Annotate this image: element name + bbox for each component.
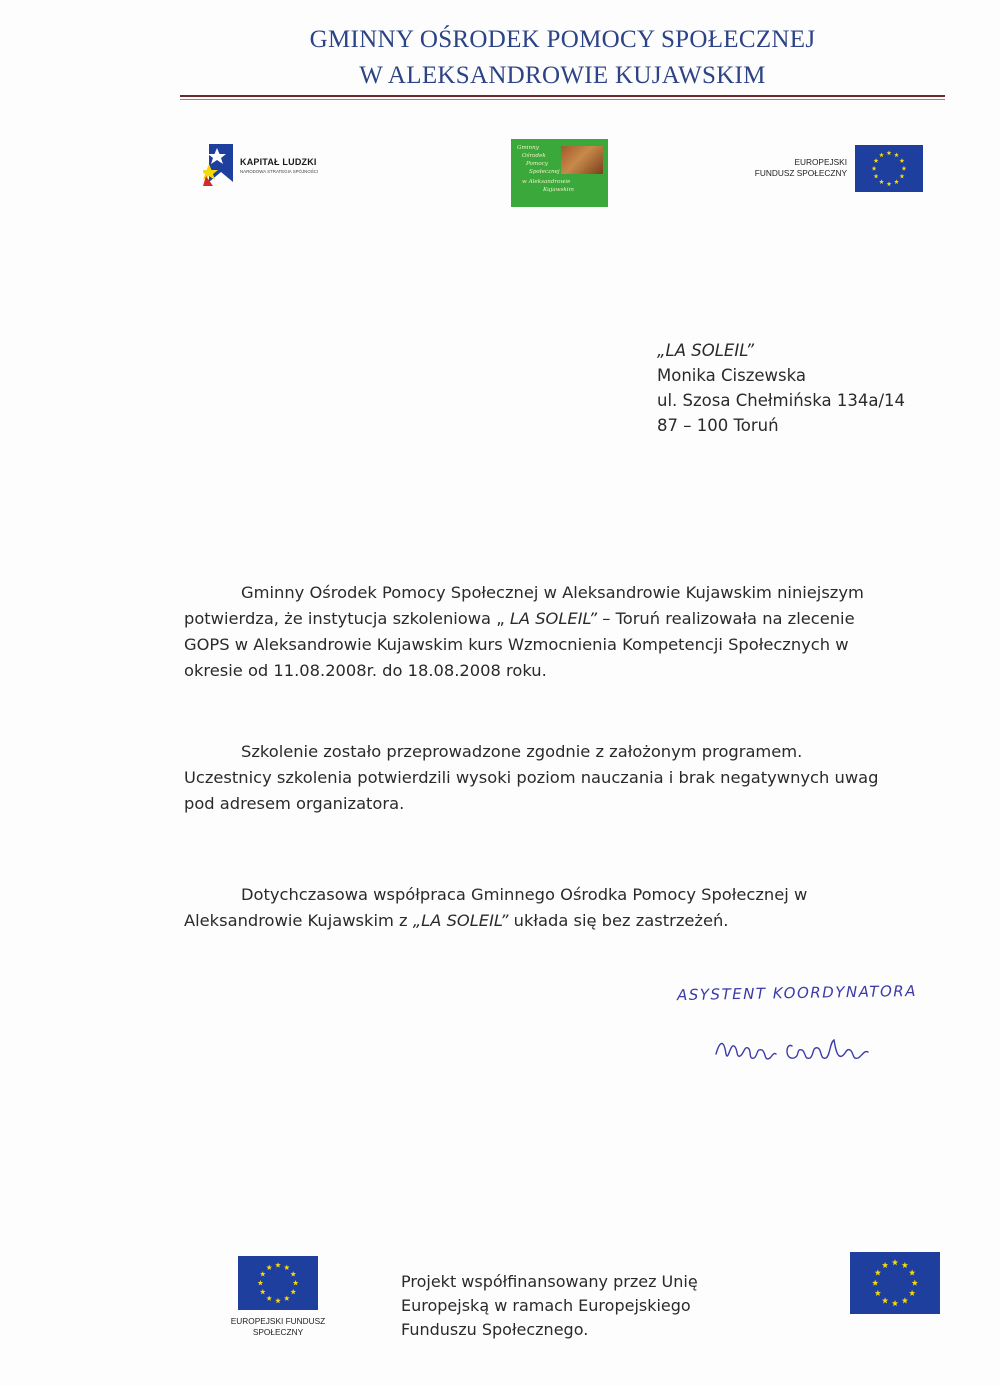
eu-star-icon bbox=[260, 1289, 266, 1294]
paragraph-line: Gminny Ośrodek Pomocy Społecznej w Aleksandrowie Kujawskim niniejszym bbox=[241, 583, 864, 602]
eu-star-icon bbox=[284, 1295, 290, 1300]
eu-flag-stars bbox=[855, 145, 923, 192]
eu-flag-icon bbox=[855, 145, 923, 192]
eu-star-icon bbox=[875, 1290, 881, 1296]
company-name: LA SOLEIL” bbox=[509, 609, 598, 628]
handwritten-signature bbox=[714, 1032, 874, 1068]
header-rule bbox=[180, 95, 945, 97]
eu-star-icon bbox=[882, 1297, 888, 1303]
eu-star-icon bbox=[894, 152, 899, 157]
efs-label-bottom bbox=[218, 1316, 338, 1338]
footer-line: Europejską w ramach Europejskiego bbox=[401, 1296, 691, 1315]
kapital-ludzki-subtitle: NARODOWA STRATEGIA SPÓJNOŚCI bbox=[240, 169, 319, 174]
paragraph-line bbox=[184, 606, 942, 632]
eu-star-icon bbox=[284, 1265, 290, 1270]
kapital-ludzki-logo bbox=[203, 142, 343, 187]
eu-star-icon bbox=[882, 1262, 888, 1268]
eu-star-icon bbox=[875, 1269, 881, 1275]
recipient-company: „LA SOLEIL” bbox=[657, 341, 754, 360]
paragraph-line: GOPS w Aleksandrowie Kujawskim kurs Wzmocnienia Kompetencji Społecznych w bbox=[184, 635, 849, 654]
eu-star-icon bbox=[258, 1280, 264, 1285]
gops-logo-line: Ośrodek bbox=[522, 153, 546, 159]
paragraph-line: okresie od 11.08.2008r. do 18.08.2008 roku. bbox=[184, 661, 547, 680]
eu-star-icon bbox=[909, 1290, 915, 1296]
gops-logo bbox=[511, 139, 608, 207]
page-title-line-2: W ALEKSANDROWIE KUJAWSKIM bbox=[359, 62, 766, 89]
footer-line: Projekt współfinansowany przez Unię bbox=[401, 1272, 698, 1291]
eu-star-icon bbox=[900, 158, 905, 163]
eu-star-icon bbox=[892, 1300, 898, 1306]
recipient-address bbox=[657, 338, 905, 438]
text-run: potwierdza, że instytucja szkoleniowa „ bbox=[184, 609, 510, 628]
gops-logo-line: Kujawskim bbox=[543, 187, 574, 193]
eu-star-icon bbox=[887, 150, 892, 155]
efs-label-line: FUNDUSZ SPOŁECZNY bbox=[754, 168, 847, 178]
eu-star-icon bbox=[892, 1259, 898, 1265]
eu-star-icon bbox=[887, 181, 892, 186]
eu-star-icon bbox=[879, 179, 884, 184]
signature-title: ASYSTENT KOORDYNATORA bbox=[676, 981, 918, 1005]
eu-star-icon bbox=[290, 1289, 296, 1294]
eu-star-icon bbox=[290, 1271, 296, 1276]
paragraph-line bbox=[184, 908, 942, 934]
recipient-city: 87 – 100 Toruń bbox=[657, 416, 779, 435]
text-run: – Toruń realizowała na zlecenie bbox=[597, 609, 855, 628]
company-name: „LA SOLEIL” bbox=[412, 911, 509, 930]
eu-flag-icon bbox=[850, 1252, 940, 1314]
eu-star-icon bbox=[894, 179, 899, 184]
eu-star-icon bbox=[293, 1280, 299, 1285]
gops-logo-line: Gminny bbox=[517, 145, 539, 151]
kapital-ludzki-name: KAPITAŁ LUDZKI bbox=[240, 157, 317, 167]
eu-star-icon bbox=[912, 1280, 918, 1286]
eu-star-icon bbox=[266, 1295, 272, 1300]
eu-star-icon bbox=[874, 174, 879, 179]
gops-logo-line: Społecznej bbox=[529, 169, 560, 175]
paragraph-line: pod adresem organizatora. bbox=[184, 794, 405, 813]
paragraph-line: Uczestnicy szkolenia potwierdzili wysoki poziom nauczania i brak negatywnych uwag bbox=[184, 768, 879, 787]
text-run: układa się bez zastrzeżeń. bbox=[508, 911, 729, 930]
efs-label-line: EUROPEJSKI FUNDUSZ bbox=[230, 1316, 326, 1326]
eu-star-icon bbox=[266, 1265, 272, 1270]
header-rule-thin bbox=[180, 99, 945, 100]
gops-logo-text bbox=[517, 144, 574, 194]
body-paragraph-2 bbox=[184, 739, 942, 817]
text-run: Aleksandrowie Kujawskim z bbox=[184, 911, 413, 930]
eu-star-icon bbox=[902, 1262, 908, 1268]
eu-star-icon bbox=[902, 166, 907, 171]
paragraph-line: Dotychczasowa współpraca Gminnego Ośrodka Pomocy Społecznej w bbox=[241, 885, 808, 904]
footer-line: Funduszu Społecznego. bbox=[401, 1320, 589, 1339]
footer-cofinancing-note bbox=[401, 1270, 698, 1342]
efs-label-line: SPOŁECZNY bbox=[252, 1327, 304, 1337]
efs-label-top bbox=[720, 157, 847, 179]
eu-star-icon bbox=[902, 1297, 908, 1303]
recipient-street: ul. Szosa Chełmińska 134a/14 bbox=[657, 391, 906, 410]
body-paragraph-1 bbox=[184, 580, 942, 684]
eu-star-icon bbox=[275, 1262, 281, 1267]
gops-logo-line: w Aleksandrowie bbox=[522, 179, 571, 185]
eu-star-icon bbox=[900, 174, 905, 179]
efs-label-line: EUROPEJSKI bbox=[794, 157, 847, 167]
eu-star-icon bbox=[879, 152, 884, 157]
eu-flag-icon bbox=[238, 1256, 318, 1310]
paragraph-line: Szkolenie zostało przeprowadzone zgodnie z założonym programem. bbox=[241, 742, 803, 761]
eu-star-icon bbox=[260, 1271, 266, 1276]
recipient-person: Monika Ciszewska bbox=[657, 366, 806, 385]
eu-star-icon bbox=[275, 1298, 281, 1303]
page-title-line-1: GMINNY OŚRODEK POMOCY SPOŁECZNEJ bbox=[309, 26, 816, 53]
eu-star-icon bbox=[909, 1269, 915, 1275]
eu-flag-stars bbox=[238, 1256, 318, 1310]
body-paragraph-3 bbox=[184, 882, 942, 934]
eu-flag-stars bbox=[850, 1252, 940, 1314]
eu-star-icon bbox=[872, 166, 877, 171]
eu-star-icon bbox=[872, 1280, 878, 1286]
gops-logo-line: Pomocy bbox=[526, 161, 548, 167]
kapital-ludzki-mark-icon bbox=[203, 142, 237, 186]
eu-star-icon bbox=[874, 158, 879, 163]
